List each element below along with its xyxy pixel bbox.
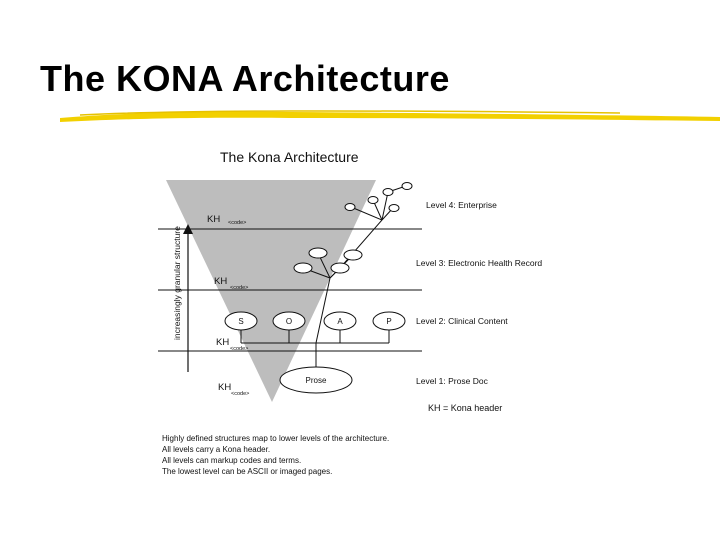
kh-label-level2: KH: [216, 337, 230, 348]
note-line-3: All levels can markup codes and terms.: [162, 456, 302, 465]
clinical-nodes: [225, 312, 405, 330]
kh-code-level4: <code>: [228, 220, 247, 226]
axis-label: increasingly granular structure: [172, 226, 182, 340]
level3-label: Level 3: Electronic Health Record: [416, 258, 543, 268]
kh-label-level3: KH: [214, 276, 228, 287]
level4-label: Level 4: Enterprise: [426, 200, 497, 210]
granularity-axis: [183, 224, 193, 372]
note-line-2: All levels carry a Kona header.: [162, 445, 271, 454]
node-a: A: [337, 317, 343, 326]
kh-label-level4: KH: [207, 214, 221, 225]
kh-legend: KH = Kona header: [428, 403, 503, 413]
granularity-triangle: [166, 180, 376, 402]
level2-label: Level 2: Clinical Content: [416, 316, 508, 326]
kh-code-level1: <code>: [231, 391, 250, 397]
kh-label-level1: KH: [218, 382, 232, 393]
node-p: P: [386, 317, 392, 326]
kh-code-level2: <code>: [230, 346, 249, 352]
level1-label: Level 1: Prose Doc: [416, 376, 488, 386]
note-line-4: The lowest level can be ASCII or imaged pages.: [162, 467, 333, 476]
slide-title: The KONA Architecture: [40, 58, 450, 99]
prose-label: Prose: [305, 376, 327, 385]
note-line-1: Highly defined structures map to lower levels of the architecture.: [162, 434, 390, 443]
node-o: O: [285, 317, 293, 326]
node-s: S: [238, 317, 244, 326]
kh-code-level3: <code>: [230, 285, 249, 291]
diagram-title: The Kona Architecture: [220, 149, 359, 165]
